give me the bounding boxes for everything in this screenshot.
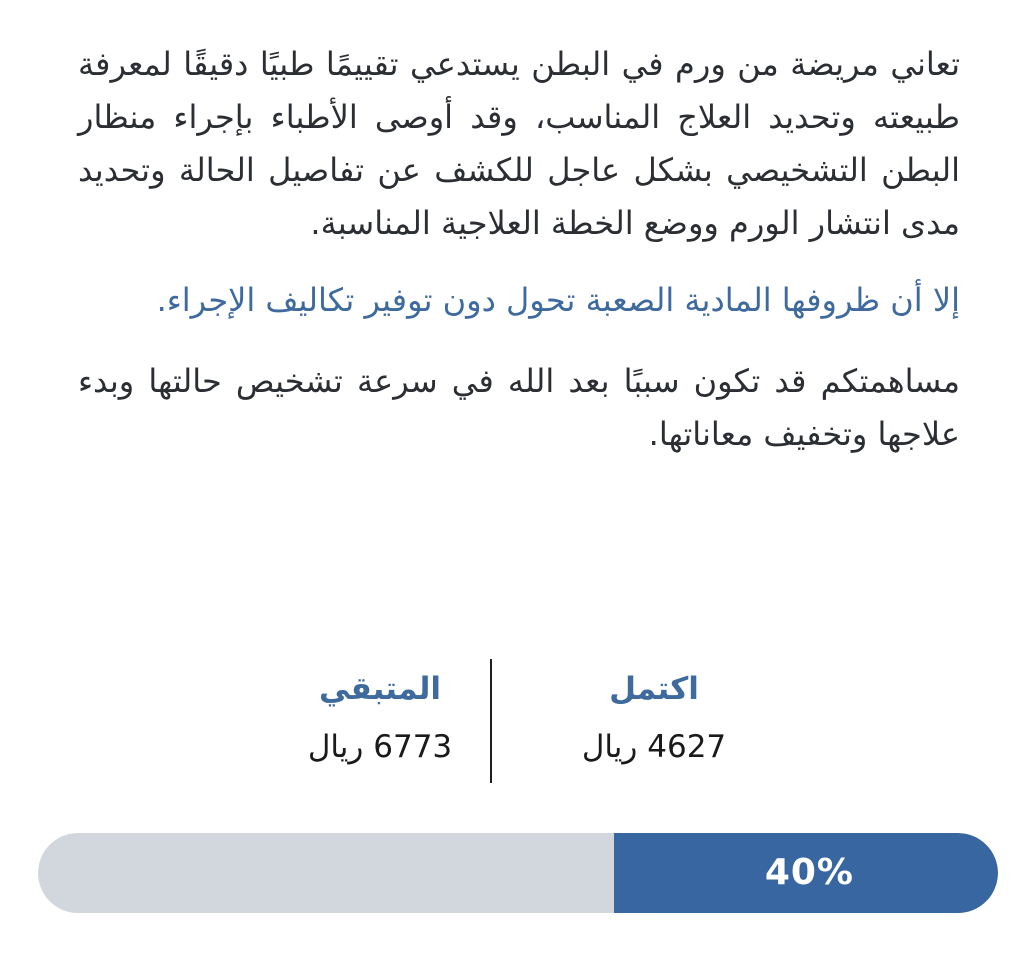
case-paragraph-appeal: مساهمتكم قد تكون سببًا بعد الله في سرعة تشخيص حالتها وبدء علاجها وتخفيف معاناتها. <box>78 362 960 453</box>
progress-percent-label: 40% <box>764 852 854 893</box>
case-description <box>78 38 960 461</box>
remaining-stat <box>250 667 510 769</box>
donation-progress-bar <box>38 833 998 913</box>
completed-amount: 4627 ريال <box>581 729 727 765</box>
completed-stat <box>524 667 784 769</box>
completed-title: اكتمل <box>609 671 699 707</box>
remaining-title: المتبقي <box>318 671 442 707</box>
remaining-amount: 6773 ريال <box>307 729 453 765</box>
donation-stats <box>0 655 1025 785</box>
case-paragraph-condition: تعاني مريضة من ورم في البطن يستدعي تقييمًا طبيًا دقيقًا لمعرفة طبيعته وتحديد العلاج المناسب، وقد أوصى الأطباء بإجراء منظار البطن التشخيصي بشكل عاجل للكشف عن تفاصيل الحالة وتحديد مدى انتشار الورم ووضع الخطة العلاجية المناسبة. <box>78 45 960 242</box>
case-paragraph-financial: إلا أن ظروفها المادية الصعبة تحول دون توفير تكاليف الإجراء. <box>156 281 960 319</box>
